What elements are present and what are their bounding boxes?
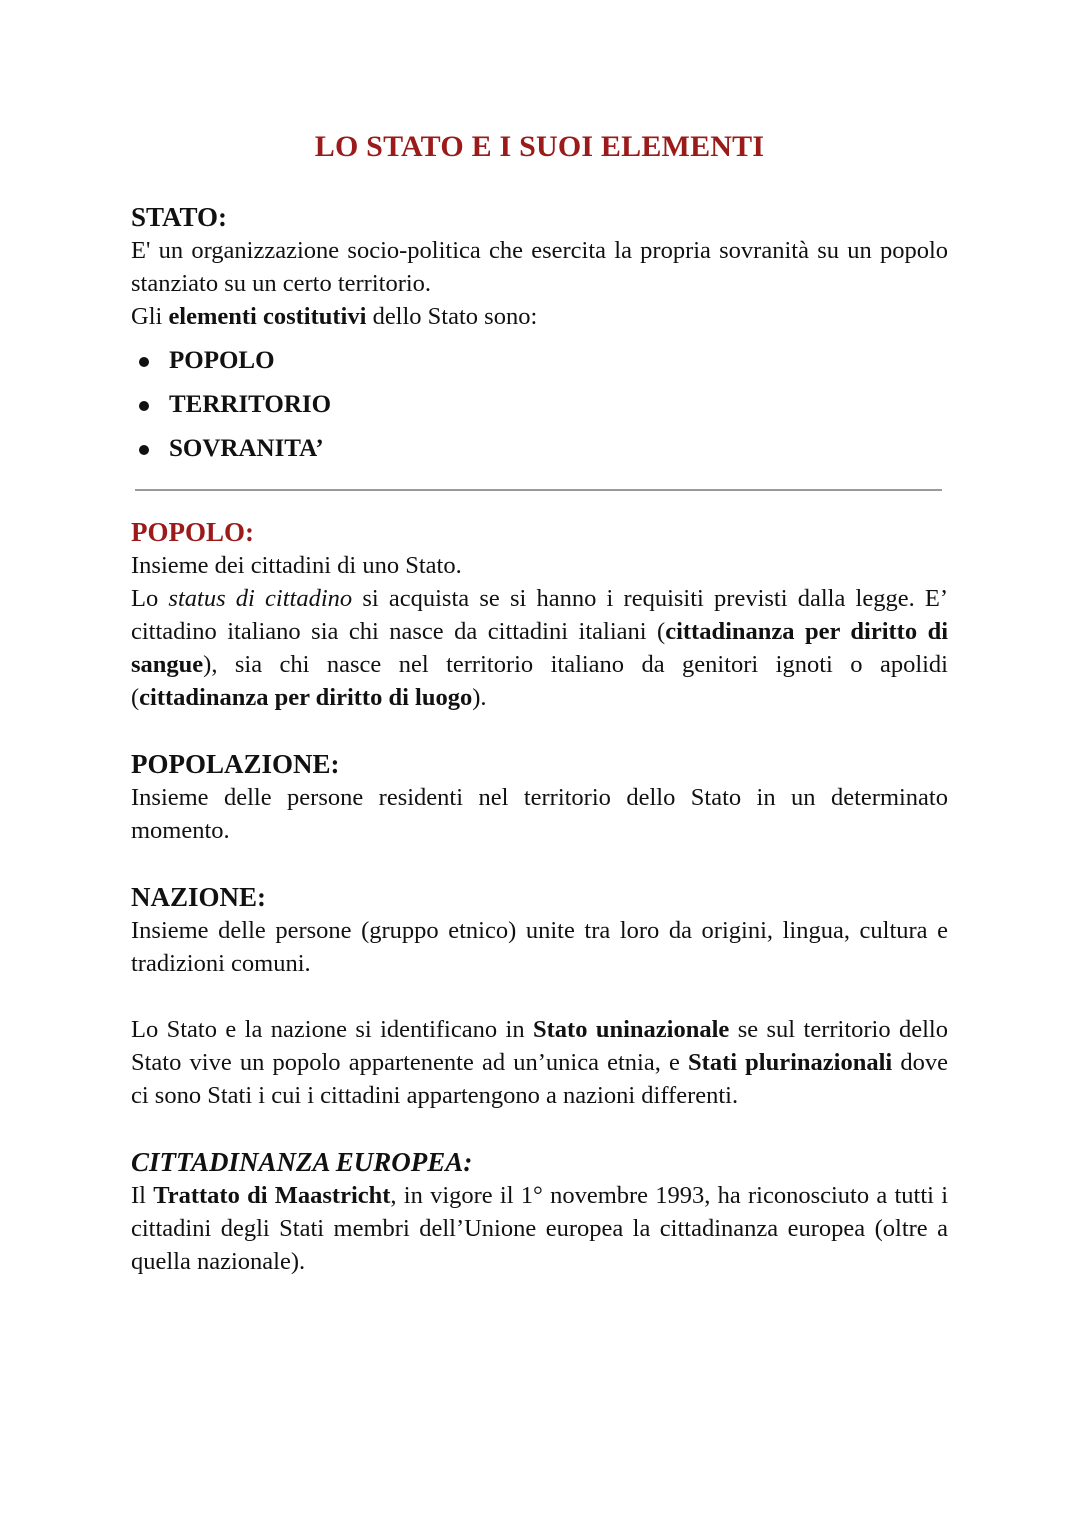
bold-term-uninazionale: Stato uninazionale — [533, 1016, 730, 1043]
bold-term-sangue: cittadinanza per diritto di sangue — [131, 618, 948, 678]
popolo-definition: Insieme dei cittadini di uno Stato. — [131, 552, 462, 579]
europea-text — [131, 1179, 948, 1278]
section-stato-nazione — [131, 1013, 948, 1112]
popolazione-definition: Insieme delle persone residenti nel territorio dello Stato in un determinato momento. — [131, 784, 948, 844]
elements-list — [131, 339, 948, 471]
section-nazione — [131, 880, 948, 980]
text-span: si acquista se si hanno i requisiti previsti dalla legge. E’ cittadino italiano sia chi nasce da cittadini italiani ( — [131, 585, 949, 645]
popolazione-heading: POPOLAZIONE: — [131, 749, 340, 779]
section-popolazione — [131, 747, 948, 847]
text-span: Lo — [131, 585, 169, 612]
section-popolo — [131, 515, 948, 714]
text-span: , in vigore il 1° novembre 1993, ha riconosciuto a tutti i cittadini degli Stati membri dell’Unione europea la cittadinanza europea (oltre a quella nazionale). — [131, 1182, 949, 1275]
bullet-icon — [139, 357, 149, 367]
stato-elements-intro — [131, 300, 948, 333]
list-item — [131, 427, 948, 471]
text-span: ). — [472, 684, 487, 711]
text-span: ), sia chi nasce nel territorio italiano da genitori ignoti o apolidi ( — [131, 651, 948, 711]
intro-text-bold: elementi costitutivi — [168, 303, 367, 330]
popolo-heading: POPOLO: — [131, 517, 254, 547]
list-item-label: POPOLO — [169, 347, 275, 374]
stato-nazione-text — [131, 1013, 948, 1112]
bold-term-maastricht: Trattato di Maastricht — [153, 1182, 391, 1209]
section-stato — [131, 200, 948, 471]
intro-text-post: dello Stato sono: — [366, 303, 538, 330]
text-span: se sul territorio dello Stato vive un popolo appartenente ad un’unica etnia, e — [131, 1016, 948, 1076]
stato-definition: E' un organizzazione socio-politica che esercita la propria sovranità su un popolo stanziato su un certo territorio. — [131, 237, 948, 297]
section-cittadinanza-europea — [131, 1145, 948, 1278]
status-term: status di cittadino — [168, 585, 353, 612]
nazione-definition: Insieme delle persone (gruppo etnico) unite tra loro da origini, lingua, cultura e tradizioni comuni. — [131, 917, 948, 977]
nazione-heading: NAZIONE: — [131, 882, 267, 912]
text-span: dove ci sono Stati i cui i cittadini appartengono a nazioni differenti. — [131, 1049, 948, 1109]
stato-heading: STATO: — [131, 202, 228, 232]
text-span: Lo Stato e la nazione si identificano in — [131, 1016, 533, 1043]
document-title: LO STATO E I SUOI ELEMENTI — [314, 130, 765, 163]
list-item — [131, 383, 948, 427]
bullet-icon — [139, 445, 149, 455]
bullet-icon — [139, 401, 149, 411]
list-item-label: TERRITORIO — [169, 391, 332, 418]
europea-heading: CITTADINANZA EUROPEA: — [131, 1147, 473, 1177]
text-span: Il — [131, 1182, 154, 1209]
bold-term-plurinazionali: Stati plurinazionali — [688, 1049, 893, 1076]
document-page — [131, 128, 948, 1278]
section-divider — [135, 489, 942, 491]
popolo-citizenship-text — [131, 582, 948, 714]
list-item — [131, 339, 948, 383]
bold-term-luogo: cittadinanza per diritto di luogo — [139, 684, 473, 711]
intro-text-pre: Gli — [131, 303, 169, 330]
list-item-label: SOVRANITA’ — [169, 435, 324, 462]
